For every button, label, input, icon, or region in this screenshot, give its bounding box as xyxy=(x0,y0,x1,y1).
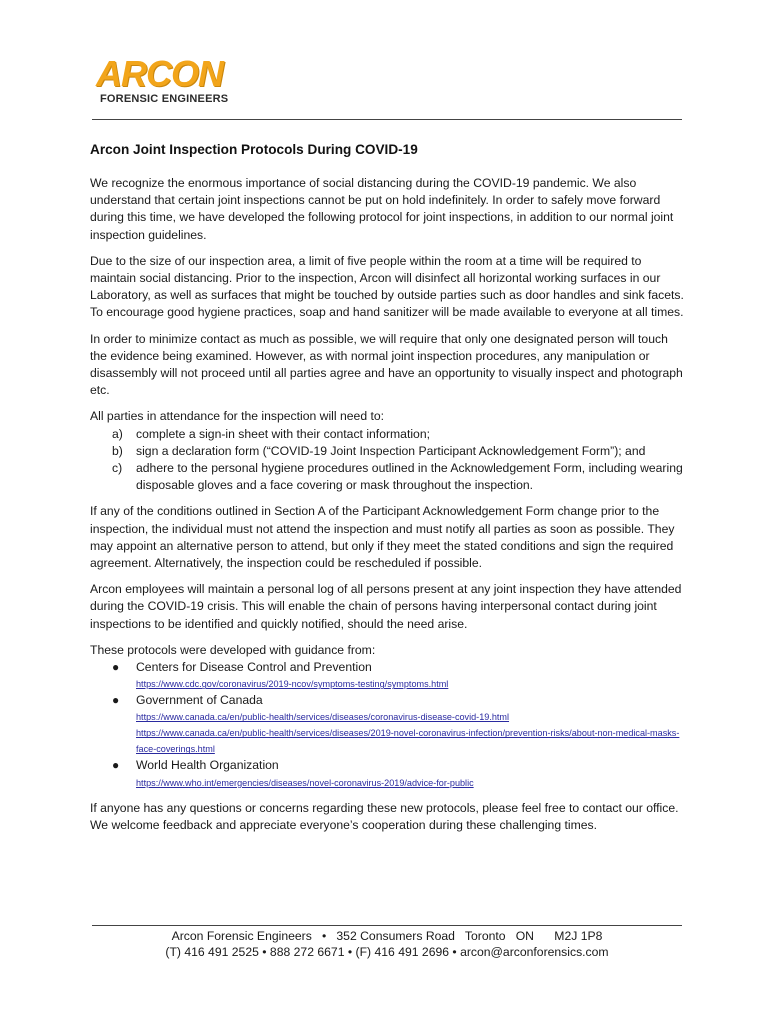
footer-address: Arcon Forensic Engineers • 352 Consumers Road Toronto ON M2J 1P8 xyxy=(171,929,603,943)
list-item-text: sign a declaration form (“COVID-19 Joint Inspection Participant Acknowledgement Form”); and xyxy=(136,443,646,458)
header-divider xyxy=(92,119,682,120)
page-footer xyxy=(92,928,682,960)
arcon-logo xyxy=(96,53,236,108)
footer-divider xyxy=(92,925,682,926)
requirements-intro: All parties in attendance for the inspection will need to: xyxy=(90,409,385,424)
list-marker: c) xyxy=(112,461,123,476)
guidance-source-name: Centers for Disease Control and Prevention xyxy=(136,660,372,675)
list-item xyxy=(90,426,686,443)
logo-wordmark: ARCON xyxy=(96,53,223,94)
logo-subtitle: FORENSIC ENGINEERS xyxy=(100,93,229,105)
paragraph-inspection-area: Due to the size of our inspection area, a limit of five people within the room at a time will be required to maintain social distancing. Prior to the inspection, Arcon will disinfect all horizontal working surfaces in our Laboratory, as well as surfaces that might be touched by outside parties such as door handles and sink facets. To encourage good hygiene practices, soap and hand sanitizer will be made available to everyone at all times. xyxy=(90,253,684,320)
guidance-list xyxy=(90,659,686,791)
bullet-icon: ● xyxy=(112,758,120,773)
reference-link[interactable]: https://www.canada.ca/en/public-health/services/diseases/coronavirus-disease-covid-19.html xyxy=(136,712,510,723)
paragraph-personal-log: Arcon employees will maintain a personal log of all persons present at any joint inspection they have attended during the COVID-19 crisis. This will enable the chain of persons having interpersonal contact during joint inspections to be identified and quickly notified, should the need arise. xyxy=(90,582,682,631)
list-item xyxy=(90,460,686,494)
guidance-intro: These protocols were developed with guidance from: xyxy=(90,642,376,657)
list-item xyxy=(90,443,686,460)
bullet-icon: ● xyxy=(112,660,120,675)
paragraph-minimize-contact: In order to minimize contact as much as possible, we will require that only one designated person will touch the evidence being examined. However, as with normal joint inspection procedures, any manipulation or disassembly will not proceed until all parties agree and have an opportunity to visually inspect and photograph etc. xyxy=(90,331,683,398)
list-item xyxy=(90,757,686,790)
document-title: Arcon Joint Inspection Protocols During COVID-19 xyxy=(90,142,418,157)
requirements-list xyxy=(90,426,686,495)
list-item xyxy=(90,692,686,757)
list-item-text: adhere to the personal hygiene procedures outlined in the Acknowledgement Form, including wearing disposable gloves and a face covering or mask throughout the inspection. xyxy=(136,461,683,493)
document-body xyxy=(90,140,686,843)
bullet-icon: ● xyxy=(112,693,120,708)
paragraph-intro: We recognize the enormous importance of social distancing during the COVID-19 pandemic. We also understand that certain joint inspections cannot be put on hold indefinitely. In order to safely move forward during this time, we have developed the following protocol for joint inspections, in addition to our normal joint inspection guidelines. xyxy=(90,176,674,242)
guidance-source-name: Government of Canada xyxy=(136,693,263,708)
reference-link[interactable]: https://www.cdc.gov/coronavirus/2019-ncov/symptoms-testing/symptoms.html xyxy=(136,679,449,690)
paragraph-closing: If anyone has any questions or concerns regarding these new protocols, please feel free to contact our office. We welcome feedback and appreciate everyone’s cooperation during these challenging times. xyxy=(90,800,679,832)
list-item xyxy=(90,659,686,692)
list-item-text: complete a sign-in sheet with their contact information; xyxy=(136,426,430,441)
list-marker: b) xyxy=(112,443,123,458)
guidance-source-name: World Health Organization xyxy=(136,758,279,773)
paragraph-conditions: If any of the conditions outlined in Section A of the Participant Acknowledgement Form change prior to the inspection, the individual must not attend the inspection and must notify all parties as soon as possible. They may appoint an alternative person to attend, but only if they meet the stated conditions and sign the required agreement. Alternatively, the inspection could be rescheduled if possible. xyxy=(90,504,675,571)
list-marker: a) xyxy=(112,426,123,441)
reference-link[interactable]: https://www.who.int/emergencies/diseases/novel-coronavirus-2019/advice-for-public xyxy=(136,777,474,788)
reference-link[interactable]: https://www.canada.ca/en/public-health/services/diseases/2019-novel-coronavirus-infection/prevention-risks/about-non-medical-masks-face-coverings.html xyxy=(136,728,680,755)
footer-contact: (T) 416 491 2525 • 888 272 6671 • (F) 416 491 2696 • arcon@arconforensics.com xyxy=(165,945,609,959)
